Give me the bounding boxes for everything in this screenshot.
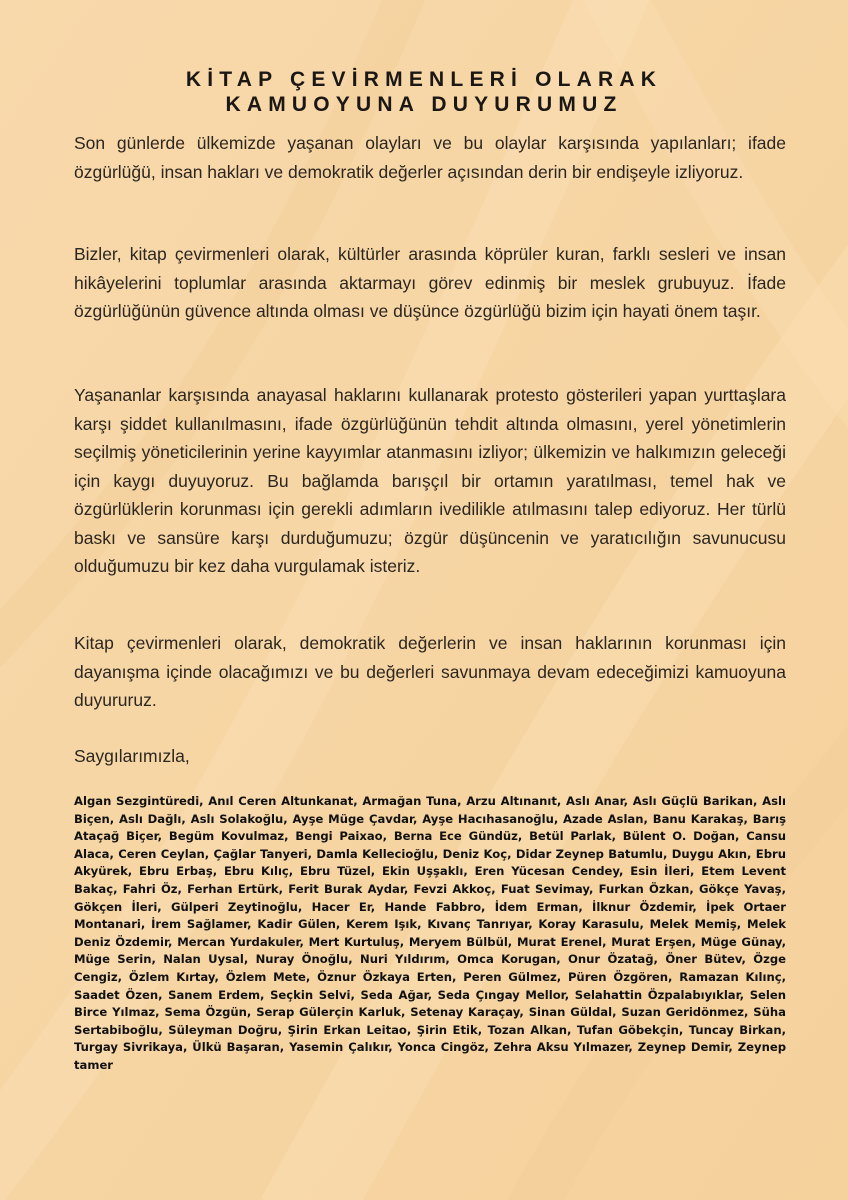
paragraph-2: Bizler, kitap çevirmenleri olarak, kültürler arasında köprüler kuran, farklı sesleri ve insan hikâyelerini toplumlar arasında aktarmayı görev edinmiş bir meslek grubuyuz. İfade özgürlüğünün güvence altında olması ve düşünce özgürlüğü bizim için hayati önem taşır.: [74, 244, 786, 321]
signatories-list: Algan Sezgintüredi, Anıl Ceren Altunkanat, Armağan Tuna, Arzu Altınanıt, Aslı Anar, Aslı Güçlü Barikan, Aslı Biçen, Aslı Dağlı, Aslı Solakoğlu, Ayşe Müge Çavdar, Ayşe Hacıhasanoğlu, Azade Aslan, Banu Karakaş, Barış Ataçağ Biçer, Begüm Kovulmaz, Bengi Paixao, Berna Ece Gündüz, Betül Parlak, Bülent O. Doğan, Cansu Alaca, Ceren Ceylan, Çağlar Tanyeri, Damla Kellecioğlu, Deniz Koç, Didar Zeynep Batumlu, Duygu Akın, Ebru Akyürek, Ebru Erbaş, Ebru Kılıç, Ebru Tüzel, Ekin Uşşaklı, Eren Yücesan Cendey, Esin İleri, Etem Levent Bakaç, Fahri Öz, Ferhan Ertürk, Ferit Burak Aydar, Fevzi Akkoç, Fuat Sevimay, Furkan Özkan, Gökçe Yavaş, Gökçen İleri, Gülperi Zeytinoğlu, Hacer Er, Hande Fabbro, İdem Erman, İlknur Özdemir, İpek Ortaer Montanari, İrem Sağlamer, Kadir Gülen, Kerem Işık, Kıvanç Tanrıyar, Koray Karasulu, Melek Memiş, Melek Deniz Özdemir, Mercan Yurdakuler, Mert Kurtuluş, Meryem Bülbül, Murat Erenel, Murat Erşen, Müge Günay, Müge Serin, Nalan Uysal, Nuray Önoğlu, Nuri Yıldırım, Omca Korugan, Onur Özatağ, Öner Bütev, Özge Cengiz, Özlem Kırtay, Özlem Mete, Öznur Özkaya Erten, Peren Gülmez, Püren Özgören, Ramazan Kılınç, Saadet Özen, Sanem Erdem, Seçkin Selvi, Seda Ağar, Seda Çıngay Mellor, Selahattin Özpalabıyıklar, Selen Birce Yılmaz, Sema Özgün, Serap Gülerçin Karluk, Setenay Karaçay, Sinan Güldal, Suzan Geridönmez, Süha Sertabiboğlu, Süleyman Doğru, Şirin Erkan Leitao, Şirin Etik, Tozan Alkan, Tufan Göbekçin, Tuncay Birkan, Turgay Sivrikaya, Ülkü Başaran, Yasemin Çalıkır, Yonca Cingöz, Zehra Aksu Yılmazer, Zeynep Demir, Zeynep tamer: [74, 794, 786, 1072]
closing-salutation: Saygılarımızla,: [74, 746, 190, 766]
paragraph-3: Yaşananlar karşısında anayasal haklarını kullanarak protesto gösterileri yapan yurttaşlara karşı şiddet kullanılmasını, ifade özgürlüğünün tehdit altında olmasını, yerel yönetimlerin seçilmiş yöneticilerinin yerine kayyımlar atanmasını izliyor; ülkemizin ve halkımızın geleceği için kaygı duyuyoruz. Bu bağlamda barışçıl bir ortamın yaratılması, temel hak ve özgürlüklerin korunması için gerekli adımların ivedilikle atılmasını talep ediyoruz. Her türlü baskı ve sansüre karşı durduğumuzu; özgür düşüncenin ve yaratıcılığın savunucusu olduğumuzu bir kez daha vurgulamak isteriz.: [74, 385, 786, 576]
paragraph-1: Son günlerde ülkemizde yaşanan olayları ve bu olaylar karşısında yapılanları; ifade özgürlüğü, insan hakları ve demokratik değerler açısından derin bir endişeyle izliyoruz.: [74, 133, 786, 182]
title-line-1: KİTAP ÇEVİRMENLERİ OLARAK: [185, 68, 663, 91]
title-line-2: KAMUOYUNA DUYURUMUZ: [225, 93, 623, 116]
paragraph-4: Kitap çevirmenleri olarak, demokratik değerlerin ve insan haklarının korunması için dayanışma içinde olacağımızı ve bu değerleri savunmaya devam edeceğimizi kamuoyuna duyururuz.: [74, 633, 786, 710]
